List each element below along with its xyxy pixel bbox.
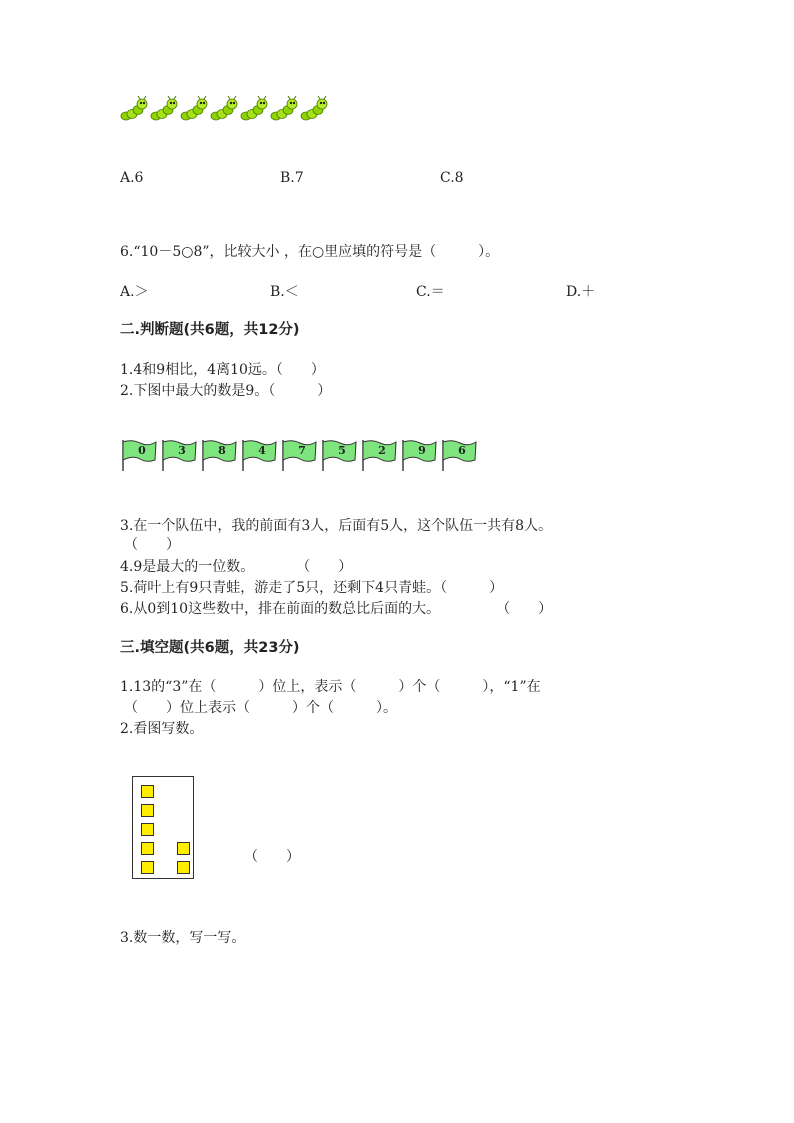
caterpillar-icon	[240, 96, 268, 124]
question-6: 6.“10－5○8”，比较大小 ，在○里应填的符号是（ ）。	[120, 244, 500, 260]
yellow-square	[141, 842, 154, 855]
s2-question-4: 4.9是最大的一位数。 （ ）	[120, 559, 353, 575]
s3-question-2-answer: （ ）	[244, 849, 300, 865]
flag-icon	[200, 438, 238, 472]
caterpillar-icon	[180, 96, 208, 124]
yellow-square	[141, 823, 154, 836]
flag-icon	[120, 438, 158, 472]
caterpillar-row	[120, 96, 328, 124]
s2-question-5: 5.荷叶上有9只青蛙，游走了5只，还剩下4只青蛙。（ ）	[120, 580, 504, 596]
s3-question-2: 2.看图写数。	[120, 721, 204, 737]
q6-option-b: B.＜	[270, 284, 299, 300]
caterpillar-icon	[210, 96, 238, 124]
caterpillar-icon	[270, 96, 298, 124]
flag-number: 3	[178, 444, 186, 457]
flag-icon	[360, 438, 398, 472]
flag-number: 4	[258, 444, 266, 457]
caterpillar-icon	[300, 96, 328, 124]
flag-number: 6	[458, 444, 466, 457]
flag-number: 7	[298, 444, 306, 457]
yellow-square	[141, 861, 154, 874]
option-a: A.6	[120, 170, 144, 186]
s2-question-3-blank: （ ）	[124, 537, 180, 553]
option-c: C.8	[440, 170, 464, 186]
flag-icon	[320, 438, 358, 472]
s3-question-1-line2: （ ）位上表示（ ）个（ ）。	[124, 700, 397, 716]
flag-number: 2	[378, 444, 386, 457]
q6-option-c: C.＝	[416, 284, 445, 300]
flag-number: 5	[338, 444, 346, 457]
flag-number: 0	[138, 444, 146, 457]
q6-option-d: D.＋	[566, 284, 596, 300]
flag-icon	[160, 438, 198, 472]
section-3-title: 三.填空题(共6题，共23分)	[120, 640, 300, 656]
flag-icon	[280, 438, 318, 472]
s2-question-3: 3.在一个队伍中，我的前面有3人，后面有5人，这个队伍一共有8人。	[120, 518, 553, 534]
flag-icon	[240, 438, 278, 472]
s2-question-6: 6.从0到10这些数中，排在前面的数总比后面的大。 （ ）	[120, 601, 553, 617]
yellow-square	[141, 785, 154, 798]
caterpillar-icon	[150, 96, 178, 124]
yellow-square	[141, 804, 154, 817]
q6-option-a: A.＞	[120, 284, 149, 300]
s3-question-3: 3.数一数，写一写。	[120, 930, 246, 946]
flag-icon	[440, 438, 478, 472]
s2-question-2: 2.下图中最大的数是9。（ ）	[120, 383, 332, 399]
s2-question-1: 1.4和9相比，4离10远。（ ）	[120, 362, 325, 378]
yellow-square	[177, 861, 190, 874]
yellow-square	[177, 842, 190, 855]
s3-question-1-line1: 1.13的“3”在（ ）位上，表示（ ）个（ ），“1”在	[120, 679, 541, 695]
counting-picture	[132, 776, 194, 879]
flag-number: 9	[418, 444, 426, 457]
option-b: B.7	[280, 170, 304, 186]
flag-number: 8	[218, 444, 226, 457]
flag-row	[120, 438, 478, 472]
caterpillar-icon	[120, 96, 148, 124]
section-2-title: 二.判断题(共6题，共12分)	[120, 322, 300, 338]
flag-icon	[400, 438, 438, 472]
